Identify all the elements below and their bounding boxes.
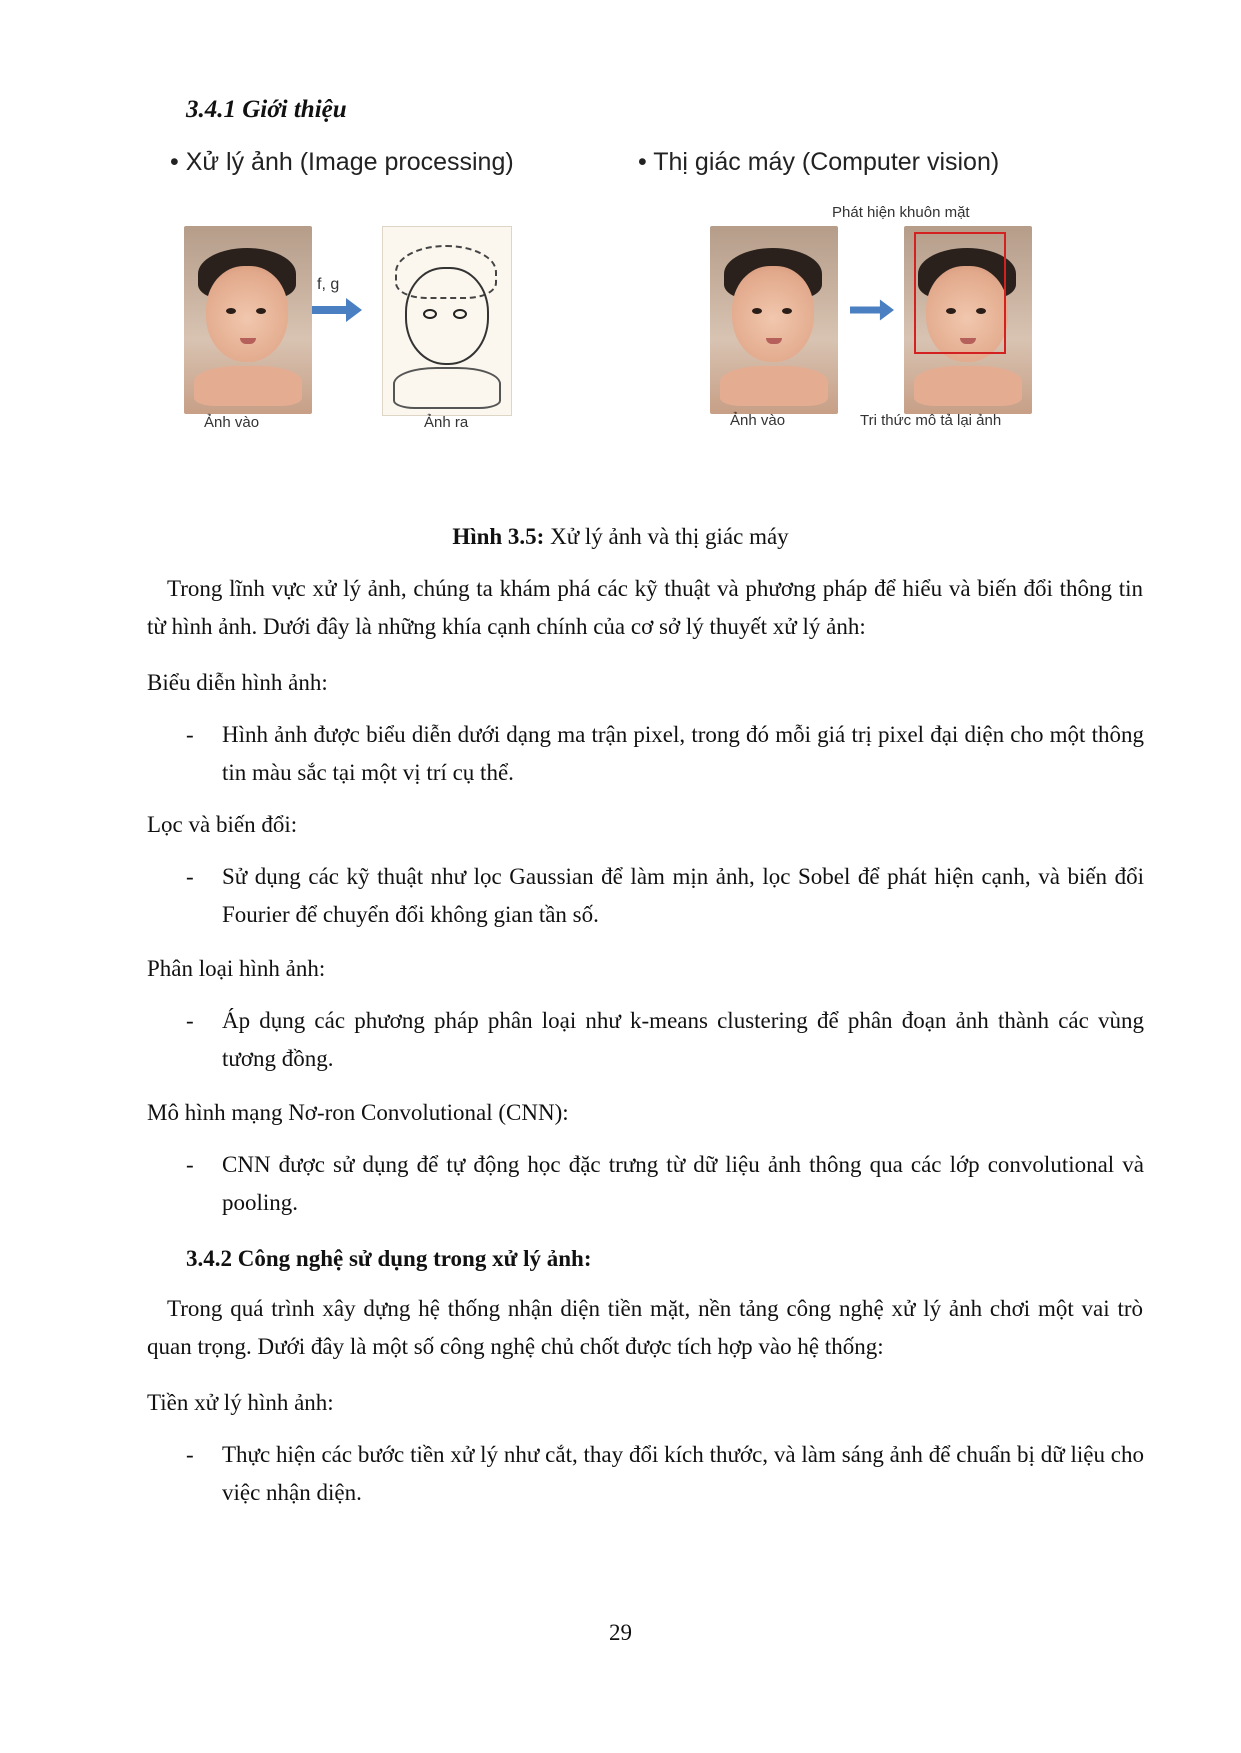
operator-label: f, g [317, 276, 340, 293]
section-heading: 3.4.1 Giới thiệu [186, 96, 347, 123]
baby-photo-input-right [710, 226, 838, 414]
label-output-right: Tri thức mô tả lại ảnh [860, 412, 1002, 429]
list-item-text: Thực hiện các bước tiền xử lý như cắt, thay đổi kích thước, và làm sáng ảnh để chuẩn bị dữ liệu cho việc nhận diện. [222, 1442, 1144, 1505]
label-output-left: Ảnh ra [424, 414, 469, 431]
list-item [186, 1436, 1144, 1512]
topic-label: Tiền xử lý hình ảnh: [147, 1390, 334, 1415]
caption-label: Hình 3.5: [452, 524, 545, 549]
figure-caption [0, 524, 1241, 550]
list-item [186, 1146, 1144, 1222]
arrow-icon [850, 298, 894, 322]
topic-label: Biểu diễn hình ảnh: [147, 670, 328, 695]
list-dash: - [186, 722, 194, 747]
sketch-output [382, 226, 512, 416]
list-item [186, 858, 1144, 934]
face-detection-box [914, 232, 1006, 354]
page-number: 29 [609, 1620, 632, 1645]
face-detect-label: Phát hiện khuôn mặt [832, 204, 970, 221]
label-input-left: Ảnh vào [204, 414, 260, 431]
baby-photo-input-left [184, 226, 312, 414]
list-item-text: Áp dụng các phương pháp phân loại như k-means clustering để phân đoạn ảnh thành các vùng tương đồng. [222, 1008, 1144, 1071]
list-item-text: Hình ảnh được biểu diễn dưới dạng ma trận pixel, trong đó mỗi giá trị pixel đại diện cho một thông tin màu sắc tại một vị trí cụ thể. [222, 722, 1144, 785]
label-input-right: Ảnh vào [730, 412, 786, 429]
list-item [186, 716, 1144, 792]
intro-paragraph: Trong lĩnh vực xử lý ảnh, chúng ta khám phá các kỹ thuật và phương pháp để hiểu và biến đổi thông tin từ hình ảnh. Dưới đây là những khía cạnh chính của cơ sở lý thuyết xử lý ảnh: [147, 576, 1143, 639]
list-item-text: Sử dụng các kỹ thuật như lọc Gaussian để làm mịn ảnh, lọc Sobel để phát hiện cạnh, và biến đổi Fourier để chuyển đổi không gian tần số. [222, 864, 1144, 927]
arrow-icon [312, 298, 362, 322]
list-item-text: CNN được sử dụng để tự động học đặc trưng từ dữ liệu ảnh thông qua các lớp convolutional và pooling. [222, 1152, 1144, 1215]
topic-label: Phân loại hình ảnh: [147, 956, 326, 981]
figure-image-processing-vs-vision [160, 148, 1120, 498]
figure-right-title: • Thị giác máy (Computer vision) [638, 148, 1000, 176]
list-dash: - [186, 1442, 194, 1467]
topic-label: Mô hình mạng Nơ-ron Convolutional (CNN): [147, 1100, 569, 1125]
topic-label: Lọc và biến đổi: [147, 812, 298, 837]
figure-left-title: • Xử lý ảnh (Image processing) [170, 148, 514, 176]
section2-heading: 3.4.2 Công nghệ sử dụng trong xử lý ảnh: [186, 1246, 592, 1271]
list-item [186, 1002, 1144, 1078]
list-dash: - [186, 1152, 194, 1177]
list-dash: - [186, 1008, 194, 1033]
caption-text: Xử lý ảnh và thị giác máy [544, 524, 789, 549]
section2-paragraph: Trong quá trình xây dựng hệ thống nhận diện tiền mặt, nền tảng công nghệ xử lý ảnh chơi một vai trò quan trọng. Dưới đây là một số công nghệ chủ chốt được tích hợp vào hệ thống: [147, 1296, 1143, 1359]
list-dash: - [186, 864, 194, 889]
